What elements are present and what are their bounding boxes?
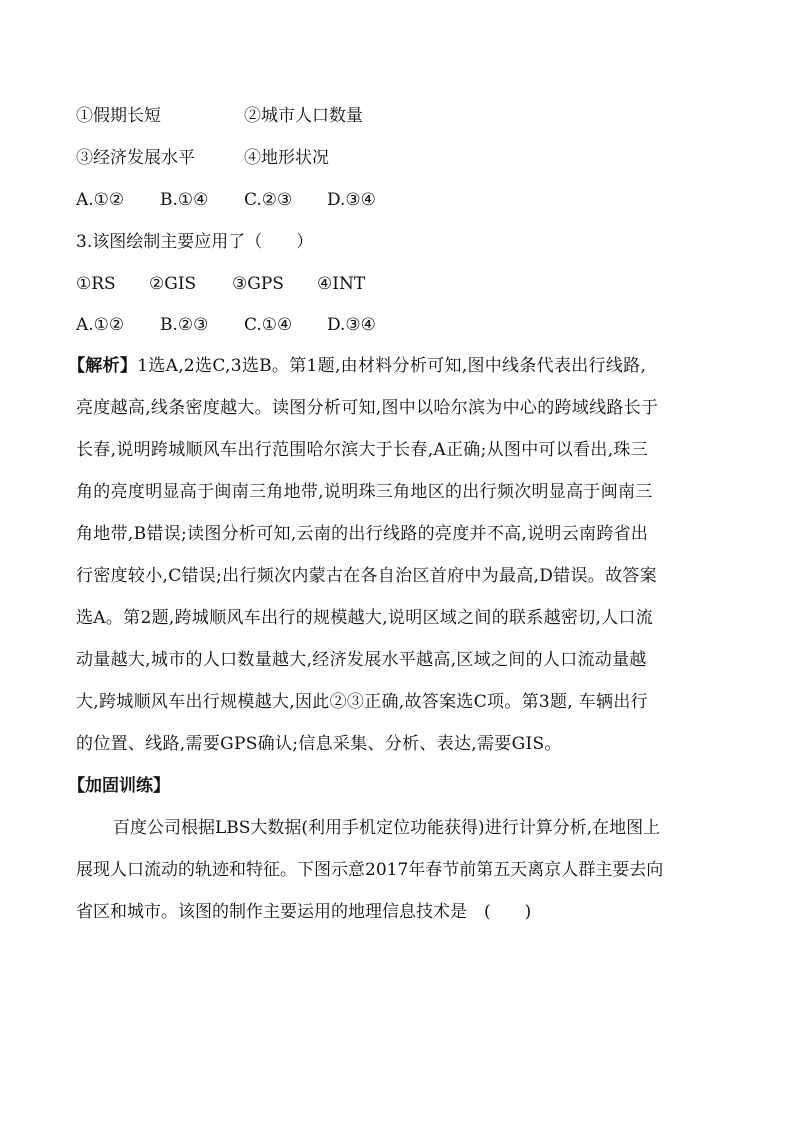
analysis-line-5: 角地带,B错误;读图分析可知,云南的出行线路的亮度并不高,说明云南跨省出: [76, 524, 649, 544]
q2-option-2: ②城市人口数量: [244, 106, 363, 126]
analysis-line-7: 选A。第2题,跨城顺风车出行的规模越大,说明区域之间的联系越密切,人口流: [76, 608, 654, 628]
analysis-line-8: 动量越大,城市的人口数量越大,经济发展水平越高,区域之间的人口流动量越: [76, 650, 647, 670]
reinforce-line-1: 百度公司根据LBS大数据(利用手机定位功能获得)进行计算分析,在地图上: [113, 818, 661, 838]
q2-choice-c: C.②③: [244, 190, 293, 210]
q2-option-1: ①假期长短: [76, 106, 161, 126]
q2-choice-a: A.①②: [76, 190, 125, 210]
q2-option-3: ③经济发展水平: [76, 148, 195, 168]
q3-item-2: ②GIS: [149, 274, 197, 294]
q2-option-4: ④地形状况: [244, 148, 329, 168]
analysis-line-6: 行密度较小,C错误;出行频次内蒙古在各自治区首府中为最高,D错误。故答案: [76, 566, 657, 586]
q3-choice-a: A.①②: [76, 315, 125, 335]
analysis-line-3: 长春,说明跨城顺风车出行范围哈尔滨大于长春,A正确;从图中可以看出,珠三: [76, 440, 649, 460]
analysis-label: 【解析】: [68, 356, 138, 376]
q3-item-4: ④INT: [317, 274, 366, 294]
q2-choice-d: D.③④: [327, 190, 376, 210]
reinforce-label: 【加固训练】: [68, 776, 170, 796]
q3-choice-b: B.②③: [160, 315, 209, 335]
analysis-line-9: 大,跨城顺风车出行规模越大,因此②③正确,故答案选C项。第3题, 车辆出行: [76, 692, 648, 712]
analysis-text: 1选A,2选C,3选B。第1题,由材料分析可知,图中线条代表出行线路,: [137, 356, 647, 376]
q2-choice-b: B.①④: [160, 190, 209, 210]
q3-choice-d: D.③④: [327, 315, 376, 335]
q3-stem: 3.该图绘制主要应用了（ ）: [76, 232, 314, 252]
analysis-line-4: 角的亮度明显高于闽南三角地带,说明珠三角地区的出行频次明显高于闽南三: [76, 482, 653, 502]
q3-item-1: ①RS: [76, 274, 116, 294]
reinforce-line-2: 展现人口流动的轨迹和特征。下图示意2017年春节前第五天离京人群主要去向: [76, 860, 664, 880]
analysis-line-2: 亮度越高,线条密度越大。读图分析可知,图中以哈尔滨为中心的跨域线路长于: [76, 398, 659, 418]
reinforce-line-3: 省区和城市。该图的制作主要运用的地理信息技术是 ( ): [76, 902, 532, 922]
q3-choice-c: C.①④: [244, 315, 293, 335]
analysis-line-10: 的位置、线路,需要GPS确认;信息采集、分析、表达,需要GIS。: [76, 734, 562, 754]
analysis-line-1: [68, 356, 738, 376]
q3-item-3: ③GPS: [232, 274, 284, 294]
